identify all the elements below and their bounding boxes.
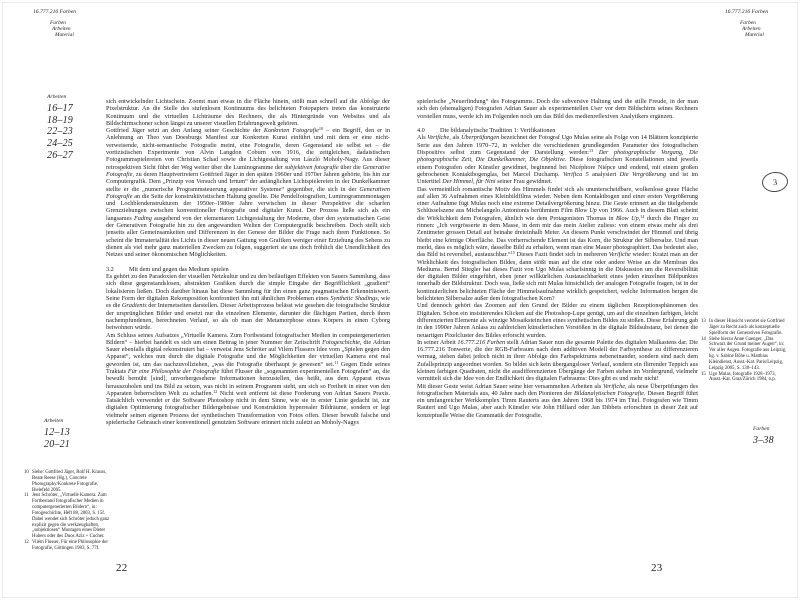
section-number: 4.0 (417, 127, 425, 135)
mini-toc-right (740, 20, 764, 38)
paragraph: spielerische „Neuerfindung“ des Fotogramms. Doch die subversive Haltung und die stille Freude, in der man sich den (ehemaligen) Fotografen Adrian Sauer als experimentellen User vor dem Bildschirm seines Rechners vorstellen muss, werde ich im Folgenden noch um das Bild des medienreflexiven Analytikers ergänzen. (417, 98, 698, 120)
mini-toc-entry: Arbeiten (742, 26, 761, 33)
mini-toc-entry: Farben (740, 20, 756, 26)
footnote-text: Vilém Flusser, Für eine Philosophie der Fotografie, Göttingen 1983, S. 77f. (32, 540, 108, 551)
mini-toc-entry: Arbeiten (52, 26, 71, 33)
mini-toc-entry: Farben (50, 20, 66, 26)
paragraph: Es gehört zu den Paradoxien der visuellen Netzkultur und zu den beiläufigen Effekten von Sauers Sammlung, dass sich diese gegenstandslosen, abstrakten Grafiken durch die simple Eingabe der Begrifflichkeit „gradient“ lokalisieren ließen. Doch darüber hinaus hat diese Sammlung für ihn einen ganz pragmatischen Erkenntniswert. Seine Form der digitalen Rekomposition konfrontiert ihn mit ähnlichen Problemen eines Synthetic Shadings, wie es die Gradients der Internetseiten darstellen. Dieser Arbeitsprozess belässt wie gesehen die fotografische Struktur der ursprünglichen Bilder und ersetzt nur die einzelnen Elemente, darunter die flächigen Partien, durch ihren nachempfundenen, berechneten Verlauf, so als ob man der Metamorphose eines Körpers in einen Cyborg beiwohnen würde. (106, 273, 390, 332)
sidebar-label: Arbeiten (44, 418, 64, 424)
footnote-number: 12 (24, 540, 29, 546)
footnote (24, 493, 112, 540)
running-title-left: 16.777.216 Farben (33, 9, 77, 15)
sidebar-page-range: 26–27 (47, 149, 73, 161)
margin-notes-right (701, 319, 788, 383)
sidebar-pagelist-farben (753, 426, 774, 447)
footnote-text: Siehe: Gottfried Jäger, Rolf H. Krauss, Beate Reese (Hg.), Concrete Photography/Konkrete Fotografie, Bielefeld 2005. (32, 470, 107, 493)
sidebar-page-range: 22–23 (47, 126, 73, 138)
chapter-tab-marker (761, 171, 789, 194)
paragraph: sich entwickelnder Lichtschein. Zoomt man etwas in die Fläche hinein, stößt man schnell auf die Abfolge der Pixelstruktur. An die Stelle des stufenlosen Kontinuums des belichteten Fotopapiers treten das konstruierte Kontinuum und die virtuellen Lichträume des Rechners, die als Hintergründe von Websites und als Bildschirmschoner schon längst zu unserer visuellen Erfahrungswelt gehören. (106, 98, 390, 127)
footnote (24, 540, 112, 552)
paragraph: In seiner Arbeit 16.777.216 Farben stellt Adrian Sauer nun die gesamte Palette des digitalen Malkastens dar. Die 16.777.216 Tonwerte, die der RGB-Farbraum nach dem additiven Modell der Farbsynthese zu differenzieren vermag, stehen dabei jedoch nicht in ihrer Abfolge des Farbspektrums nebeneinander, sondern sind nach dem Zufallsprinzip angeordnet worden. So bildet sich kein übergangsloser Verlauf, sondern ein flirrender Teppich aus kleinen farbigen Quadraten, nicht die ausdifferenzierten Übergänge der Farben stehen im Vordergrund, vielmehr vermittelt sich die Idee von der Endlichkeit des digitalen Farbraums: Dies gibt es und mehr nicht! (417, 338, 698, 383)
footnotes-left (24, 470, 112, 552)
footnote-number: 14 (701, 336, 706, 342)
footnote-number: 15 (701, 371, 706, 377)
section-title: Mit dem und gegen das Medium spielen (129, 265, 229, 273)
footnote (701, 337, 788, 372)
footnote-text: In dieser Hinsicht verortet sie Gottfried Jäger zu Recht auch als konzeptuelle Spielform der Generativen Fotografie. (709, 319, 785, 336)
footnote-number: 13 (701, 319, 706, 324)
sidebar-label: Arbeiten (47, 94, 67, 100)
sidebar-page-range: 16–17 (47, 103, 73, 114)
running-title-right: 16.777.216 Farben (725, 9, 769, 15)
footnote (24, 470, 112, 493)
paragraph: Und dennoch gehört das Zoomen auf den Grund der Bilder zu einem täglichen Rezeptionsphänomen des Digitalen. Schon ein insistierendes Klicken auf die Photoshop-Lupe genügt, um auf die einzelnen farbigen, leicht differenzierten Elemente als winzige Mosaiksteinchen eines synthetischen Bildes zu stoßen. Diese Erfahrung gab in den 1990er Jahren Anlass zu zahlreichen künstlerischen Vorstößen in die digitale Bildsubstanz, bei denen die neuartigen Pixelcluster des Bildes erforscht wurden. (417, 302, 698, 339)
chapter-tab-number: 3 (772, 176, 778, 188)
footnote-text: Siehe hierzu Anne Gaenger, „Das Schwarz der Grund meiner Augen“, in: Vor aller Augen. Fotografie aus Leipzig, hg. v. Sabine Böhe u. Matthias Kleindienst, Ausst.-Kat. Paris/Leipzig, Leipzig 2005, S. 130–143. (709, 336, 787, 371)
paragraph: Am Schluss seines Aufsatzes „Virtuelle Kamera. Zum Fortbestand fotografischer Medien in computergenerierten Bildern“ – hierbei handelt es sich um einen Beitrag in jener Nummer der Zeitschrift Fotogeschichte, die Adrian Sauer ebenfalls digital rekonstruiert hat – verweist Jens Schröter auf Vilém Flussers Idee vom „Spielen gegen den Apparat“, welches nun durch die digitale Fotografie und die Möglichkeiten der virtuellen Kamera erst real geworden ist, um das nachzuvollziehen, „was die Fotografie überhaupt je gewesen“ sei.$^{11}$ Gegen Ende seines Traktats Für eine Philosophie der Fotografie führt Flusser die „sogenannten experimentellen Fotografen“ an, die bewußt bemüht [sind], unvorhergesehene Informationen herzustellen, das heißt, aus dem Apparat etwas herauszuholen und ins Bild zu setzen, was nicht in seinem Programm steht, um sich so Freiheit in einer von den Apparaten beherrschten Welt zu schaffen.$^{12}$ Nicht weit entfernt ist diese Forderung von Adrian Sauers Praxis. Tatsächlich verwendet er die Software Photoshop nicht in dem Sinne, wie sie in erster Linie gedacht ist, zur digitalen Optimierung fotografischer Bildergebnisse und Konstruktion hyperrealer Bildräume, sondern er legt vielmehr seinen eigenen Prozess der synthetischen Transformation von Fotos offen. Dieser bewußt falsche und spielerische Gebrauch einer konventionell genutzten Software erinnert nicht zuletzt an Moholy-Nagys (106, 331, 391, 427)
sidebar-pagelist-arbeiten-bottom (44, 418, 70, 450)
sidebar-page-range: 12–13 (44, 427, 70, 438)
sidebar-label: Farben (753, 426, 770, 432)
paragraph: Als Verifiche, als Überprüfungen bezeichnet der Fotograf Ugo Mulas seine als Folge von 14 Blättern konzipierte Serie aus den Jahren 1970–72, in welcher die verschiedenen grundlegenden Parameter des fotografischen Dispositivs selbst zum Gegenstand der Darstellung werden:$^{13}$ Der photographische Vorgang, Die photographische Zeit, Die Dunkelkammer, Die Objektive. Diese fotografischen Konstellationen sind jeweils einem Fotografen oder Künstler gewidmet, beginnend bei Nicéphore Niépce und endend, mit einem großen gebrochenen Kontaktbogenglas, bei Marcel Duchamp. Verifica 5 analysiert Die Vergrößerung und ist im Untertitel Der Himmel, für Nini seiner Frau gewidmet. (417, 134, 699, 186)
sidebar-page-range: 3–38 (753, 435, 774, 446)
footnote-text: Ugo Mulas, fotografie 1928–1973, Ausst.-Kat. Graz/Zürich 1984, o.p. (709, 371, 776, 383)
sidebar-page-range: 20–21 (44, 438, 70, 450)
page-number-right: 23 (651, 562, 663, 574)
footnote-number: 11 (24, 493, 29, 499)
footnote (701, 372, 788, 384)
footnote-number: 10 (24, 470, 29, 475)
paragraph: Das vermeintlich romantische Motiv des Himmels findet sich als ununterscheidbare, wolkenlose graue Fläche auf allen 36 Aufnahmen eines Kleinbildfilms wieder. Neben dem Kontaktbogen und einer ersten Vergrößerung einer Aufnahme fügt Mulas noch eine extreme Detailvergrößerung hinzu. Die Geste erinnert an die titelgebende Schlüsselszene aus Michelangelo Antonionis berühmtem Film Blow Up von 1966. Auch in diesem Blatt scheint die Wirklichkeit dem Fotografen, ähnlich wie dem Protagonisten Thomas in Blow Up,$^{14}$ durch die Finger zu rinnen: „Ich vergrösserte in dem Masse, in dem mir das mein Atelier zuliess: von einem etwas mehr als drei Zentimeter grossen Detail auf beinahe dreieinhalb Meter. An diesem Punkt verschwindet der Himmel und übrig bleibt eine körnige Oberfläche. Das vorherrschende Element ist das Korn, die Struktur der Silbersalze. Und man merkt, dass es möglich wäre, dasselbe Bild zu erhalten, wenn man eine Mauer photographiert. Das bedeutet also, das Bild ist reversibel, austauschbar.“$^{15}$ Dieses Fazit findet sich in mehreren Verifiche wieder: Kratzt man an der Wirklichkeit des fotografischen Bildes, dann stößt man auf die eine oder andere Weise an die Membran des Mediums. Bernd Stiegler hat dieses Fazit von Ugo Mulas scharfsinnig in die Diskussion um die Reversibilität der digitalen Bilder eingeführt, eben jener willkürlichen Austauschbarkeit eines jeden einzelnen Bildpunktes innerhalb der Bildstruktur. Doch was, ließe sich mit Mulas hinsichtlich der analogen Fotografie fragen, ist in der kontinuierlichen belichteten Fläche der Himmelsaufnahme wirklich gespeichert, welche Information bergen die belichteten Silbersalze außer dem fotografischen Korn? (417, 185, 698, 303)
paragraph: Mit dieser Geste weist Adrian Sauer seine hier versammelten Arbeiten als Verifiche, als neue Überprüfungen des fotografischen Materials aus, 40 Jahre nach den Pionieren der Bildanalytischen Fotografie. Diesen Begriff führt ein umfangreicher Werkkomplex Timm Rauterts aus den Jahren 1968 bis 1974 im Titel. Fotografen wie Timm Rautert und Ugo Mulas, aber auch Künstler wie John Hilliard oder Jan Dibbets erforschten in dieser Zeit auf konzeptuelle Weise die Grammatik der Fotografie. (417, 382, 698, 419)
section-heading (106, 266, 390, 273)
mini-toc-left (50, 20, 74, 38)
main-text-column-right (417, 98, 698, 419)
main-text-column-left (106, 98, 390, 426)
section-title: Die bildanalytische Tradition 1: Verifikationen (440, 127, 556, 135)
sidebar-page-range: 24–25 (47, 138, 73, 150)
paragraph: Gottfried Jäger setzt an den Anfang seiner Geschichte der Konkreten Fotografie$^{10}$ – ein Begriff, den er in Anlehnung an Theo van Doesburgs Manifest zur Konkreten Kunst einführt und mit dem er eine nicht-verweisende, nicht-semantische Fotografie meint, eine Fotografie, deren Gegenstand sie selbst sei – die vortizistischen Experimente von Alvin Langdon Coburn von 1916, die zeitgleichen, dadaistischen Fotogrammspielereien von Christian Schad sowie die Lichtgestaltung von László Moholy-Nagy. Aus dieser retrospektiven Sicht führt der Weg weiter über die Luminogramme der subjektiven fotografie über die Generative Fotografie, zu deren Hauptvertretern Gottfried Jäger in den späten 1960er und 1970er Jahren gehörte, bis hin zur Computergrafik. Dem „Prinzip von Versuch und Irrtum“ der anfänglichen Lichtspielereien in der Dunkelkammer stellte er die „numerische Programmsteuerung apparativer Systeme“ gegenüber, die sich in der Generativen Fotografie an die Seite der konstruktivistischen Haltung gesellte. Die Pendelfotografien, Luminogrammmontagen und Lochblendenstrukturen der 1950er–1980er Jahre verwischen in dieser Perspektive die scharfen Grenzziehungen zwischen konventioneller Fotografie und digitaler Kunst. Der Prozess ließe sich als ein langsames Fading ausgehend von der elementaren Lichtgestaltung der Moderne, über den systematischen Geist der Generativen Fotografie hin zu den angewandten Welten der Computergrafik beschreiben. Doch stellt sich jenseits aller Gemeinsamkeiten und Differenzen in der Genese der Bilder die Frage nach ihren Funktionen. So scheint die Immaterialität des Lichts in dieser neuen Gattung von Grafiken weniger einer Erziehung des Sehens zu dienen als viel mehr ganz materiellen Zwecken zu folgen, suggeriert sie uns doch fröhlich die Unendlichkeit des Netzes und seiner ökonomischen Möglichkeiten. (106, 126, 390, 259)
sidebar-page-range: 18–19 (47, 114, 73, 126)
footnote-text: Jens Schröter, „Virtuelle Kamera. Zum Fortbestand fotografischer Medien in computergenerierten Bildern“, in: Fotogeschichte, Heft 88, 2003, S. 15f. Dabei wendet sich Schröter jedoch ganz explizit gegen die werkzeughaften, „subjektlosen“ Montagen eines Dieter Hubers oder des Duos Aziz + Cucher. (32, 493, 110, 540)
mini-toc-entry: Material (745, 32, 764, 39)
sidebar-pagelist-arbeiten-top (47, 94, 73, 162)
section-number: 3.2 (106, 265, 114, 273)
footnote (701, 319, 788, 337)
mini-toc-entry: Material (55, 32, 74, 39)
page-number-left: 22 (116, 562, 128, 574)
